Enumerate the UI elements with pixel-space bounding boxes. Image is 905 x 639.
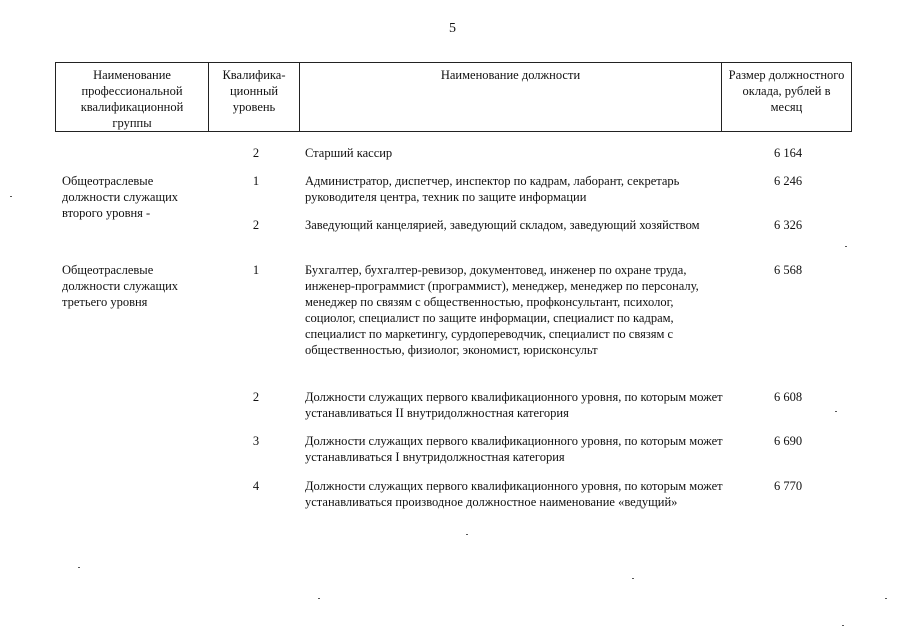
scan-speck <box>78 567 80 568</box>
scan-speck <box>845 246 847 247</box>
group-cell: Общеотраслевые должности служащих второго уровня - <box>62 174 179 220</box>
page-number: 5 <box>449 21 456 36</box>
level-cell: 2 <box>252 218 260 232</box>
salary-cell: 6 164 <box>773 146 803 160</box>
header-row <box>56 63 852 132</box>
header-group-cell: Наименование профессиональной квалификационной группы <box>56 63 209 132</box>
scan-speck <box>466 534 468 535</box>
scan-speck <box>632 578 634 579</box>
position-cell: Администратор, диспетчер, инспектор по кадрам, лаборант, секретарь руководителя центра, техник по защите информации <box>305 174 680 204</box>
level-cell: 1 <box>252 263 260 277</box>
salary-cell: 6 326 <box>773 218 803 232</box>
salary-cell: 6 568 <box>773 263 803 277</box>
position-cell: Должности служащих первого квалификационного уровня, по которым может устанавливаться I внутридолжностная категория <box>305 434 723 464</box>
group-cell: Общеотраслевые должности служащих третьего уровня <box>62 263 179 309</box>
level-cell: 1 <box>252 174 260 188</box>
level-cell: 2 <box>252 146 260 160</box>
scan-speck <box>842 625 844 626</box>
position-cell: Старший кассир <box>305 146 393 160</box>
scan-speck <box>885 598 887 599</box>
scan-speck <box>10 196 12 197</box>
salary-cell: 6 690 <box>773 434 803 448</box>
level-cell: 2 <box>252 390 260 404</box>
header-level-cell: Квалифика-ционный уровень <box>209 63 300 132</box>
position-cell: Заведующий канцелярией, заведующий складом, заведующий хозяйством <box>305 218 700 232</box>
position-cell: Должности служащих первого квалификационного уровня, по которым может устанавливаться производное должностное наименование «ведущий» <box>305 479 723 509</box>
header-position-cell: Наименование должности <box>300 63 722 132</box>
level-cell: 4 <box>252 479 260 493</box>
salary-cell: 6 608 <box>773 390 803 404</box>
position-cell: Должности служащих первого квалификационного уровня, по которым может устанавливаться II внутридолжностная категория <box>305 390 723 420</box>
scan-speck <box>318 598 320 599</box>
header-salary-cell: Размер должностного оклада, рублей в месяц <box>722 63 852 132</box>
salary-cell: 6 246 <box>773 174 803 188</box>
position-cell: Бухгалтер, бухгалтер-ревизор, документовед, инженер по охране труда, инженер-программист (программист), менеджер, менеджер по персоналу, менеджер по связям с общественностью, профконсультант, психолог, социолог, специалист по защите информации, специалист по кадрам, специалист по маркетингу, сурдопереводчик, специалист по связям с общественностью, физиолог, экономист, юрисконсульт <box>305 263 699 357</box>
scan-speck <box>835 411 837 412</box>
salary-cell: 6 770 <box>773 479 803 493</box>
table-header <box>55 62 852 132</box>
level-cell: 3 <box>252 434 260 448</box>
